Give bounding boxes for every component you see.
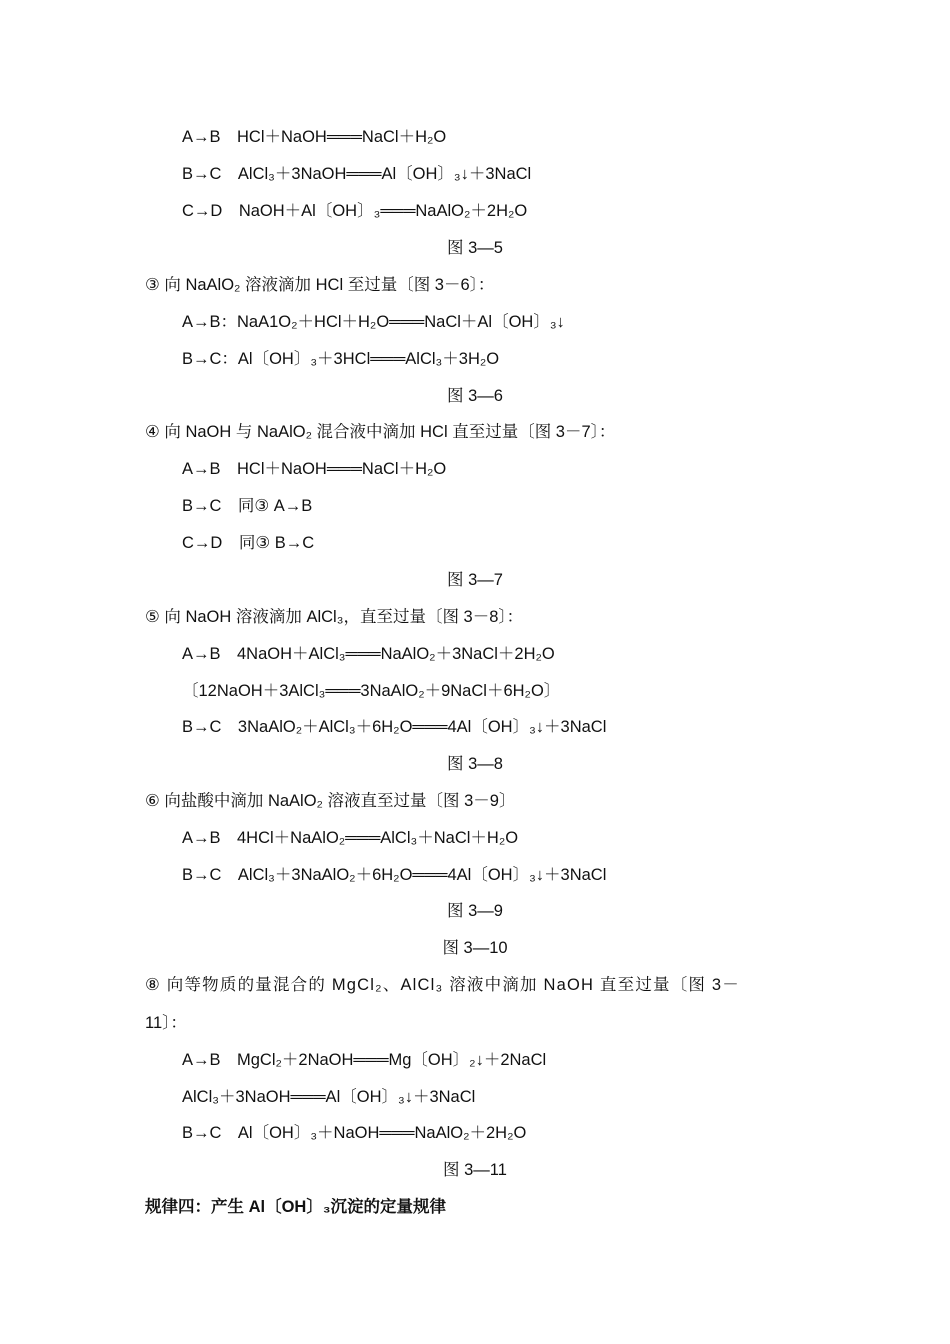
- equation-line: A→B 4NaOH＋AlCl₃═══NaAlO₂＋3NaCl＋2H₂O: [182, 645, 555, 663]
- figure-caption: 图 3—7: [447, 571, 503, 589]
- figure-caption: 图 3—6: [447, 387, 503, 405]
- equation-line: B→C 同③ A→B: [182, 497, 313, 515]
- equation-line: A→B HCl＋NaOH═══NaCl＋H₂O: [182, 128, 447, 146]
- equation-line: B→C AlCl₃＋3NaAlO₂＋6H₂O═══4Al〔OH〕₃↓＋3NaCl: [182, 866, 607, 884]
- equation-line: AlCl₃＋3NaOH═══Al〔OH〕₃↓＋3NaCl: [182, 1088, 476, 1106]
- figure-caption: 图 3—9: [447, 902, 503, 920]
- equation-line: B→C Al〔OH〕₃＋NaOH═══NaAlO₂＋2H₂O: [182, 1124, 527, 1142]
- section-heading: ⑤ 向 NaOH 溶液滴加 AlCl₃，直至过量〔图 3－8〕：: [145, 608, 524, 626]
- equation-line: A→B MgCl₂＋2NaOH═══Mg〔OH〕₂↓＋2NaCl: [182, 1051, 547, 1069]
- equation-line: B→C：Al〔OH〕₃＋3HCl═══AlCl₃＋3H₂O: [182, 350, 500, 368]
- figure-caption: 图 3—5: [447, 239, 503, 257]
- equation-line: A→B 4HCl＋NaAlO₂═══AlCl₃＋NaCl＋H₂O: [182, 829, 519, 847]
- section-heading: ⑧ 向等物质的量混合的 MgCl₂、AlCl₃ 溶液中滴加 NaOH 直至过量〔图 3－: [145, 976, 740, 994]
- section-heading: ④ 向 NaOH 与 NaAlO₂ 混合液中滴加 HCl 直至过量〔图 3－7〕：: [145, 423, 616, 441]
- equation-line: C→D NaOH＋Al〔OH〕₃═══NaAlO₂＋2H₂O: [182, 202, 528, 220]
- equation-line: A→B HCl＋NaOH═══NaCl＋H₂O: [182, 460, 447, 478]
- figure-caption: 图 3—8: [447, 755, 503, 773]
- equation-line: B→C 3NaAlO₂＋AlCl₃＋6H₂O═══4Al〔OH〕₃↓＋3NaCl: [182, 718, 607, 736]
- section-heading: ⑥ 向盐酸中滴加 NaAlO₂ 溶液直至过量〔图 3－9〕: [145, 792, 516, 810]
- equation-line: C→D 同③ B→C: [182, 534, 315, 552]
- section-heading-continued: 11〕：: [145, 1014, 187, 1032]
- equation-line: 〔12NaOH＋3AlCl₃═══3NaAlO₂＋9NaCl＋6H₂O〕: [182, 682, 561, 700]
- rule-heading: 规律四：产生 Al〔OH〕₃沉淀的定量规律: [145, 1198, 446, 1216]
- equation-line: B→C AlCl₃＋3NaOH═══Al〔OH〕₃↓＋3NaCl: [182, 165, 532, 183]
- figure-caption: 图 3—11: [443, 1161, 507, 1179]
- figure-caption: 图 3—10: [442, 939, 508, 957]
- section-heading: ③ 向 NaAlO₂ 溶液滴加 HCl 至过量〔图 3－6〕：: [145, 276, 495, 294]
- equation-line: A→B：NaA1O₂＋HCl＋H₂O═══NaCl＋Al〔OH〕₃↓: [182, 313, 565, 331]
